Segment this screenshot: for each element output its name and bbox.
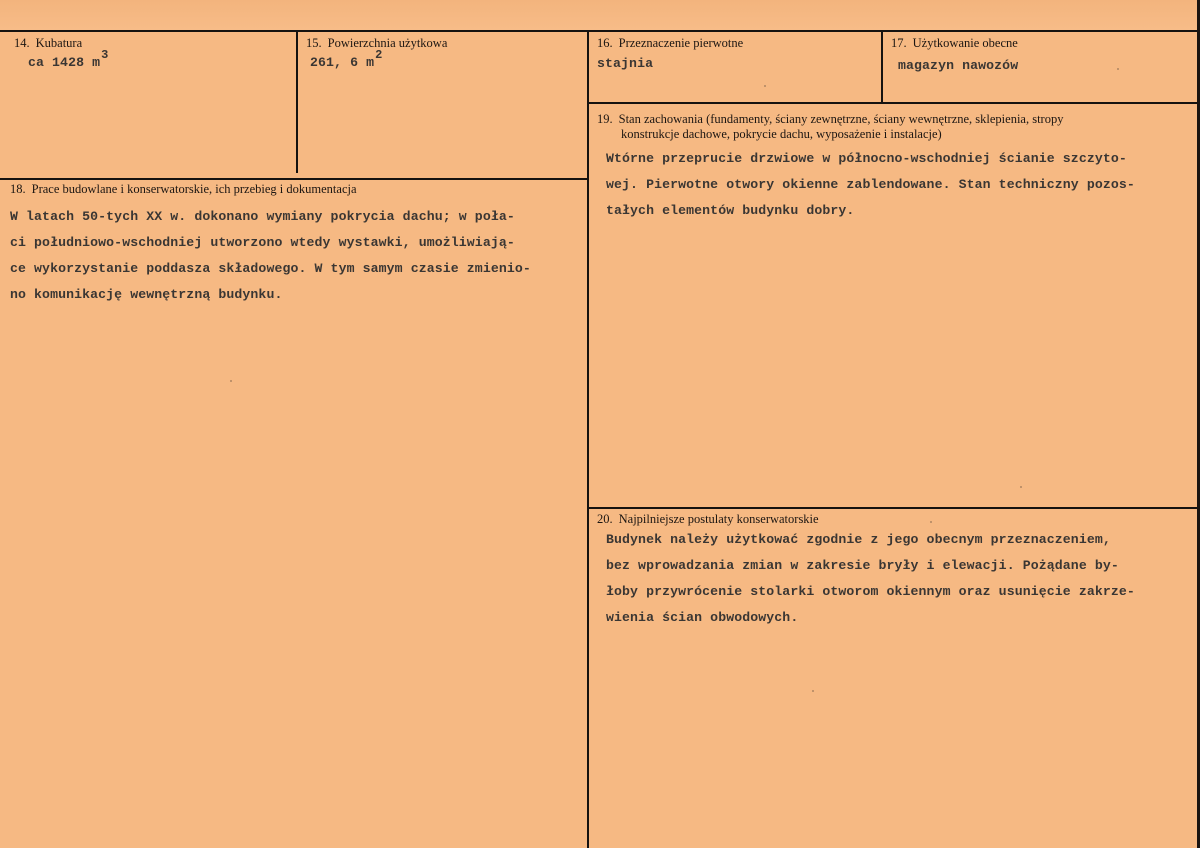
card-top-edge [0,0,1200,30]
rule-below-19 [588,507,1197,509]
rule-top [0,30,1197,32]
field-20-line: wienia ścian obwodowych. [606,610,799,625]
field-20-line: Budynek należy użytkować zgodnie z jego obecnym przeznaczeniem, [606,532,1111,547]
field-18-label: 18. Prace budowlane i konserwatorskie, ich przebieg i dokumentacja [10,182,357,196]
field-19-line: tałych elementów budynku dobry. [606,203,855,218]
field-16-label: 16. Przeznaczenie pierwotne [597,36,744,50]
rule-below-16-17 [588,102,1197,104]
field-19-label: 19. Stan zachowania (fundamenty, ściany zewnętrzne, ściany wewnętrzne, sklepienia, stropy [597,112,1064,126]
paper-speck [930,521,932,523]
paper-speck [1020,486,1022,488]
field-20-text [606,527,1135,631]
paper-speck [1117,68,1119,70]
paper-speck [230,380,232,382]
field-18-line: ce wykorzystanie poddasza składowego. W tym samym czasie zmienio- [10,261,531,276]
field-19-line: wej. Pierwotne otwory okienne zablendowane. Stan techniczny pozos- [606,177,1135,192]
field-19-label-cont: konstrukcje dachowe, pokrycie dachu, wyposażenie i instalacje) [621,127,942,141]
field-18-text [10,204,531,308]
paper-speck [812,690,814,692]
field-19-text [606,146,1135,224]
field-19-line: Wtórne przeprucie drzwiowe w północno-wschodniej ścianie szczyto- [606,151,1127,166]
field-20-line: łoby przywrócenie stolarki otworom okiennym oraz usunięcie zakrze- [606,584,1135,599]
field-15-value: 261, 6 m2 [310,48,383,70]
field-14-value: ca 1428 m3 [28,48,109,70]
field-17-value: magazyn nawozów [898,58,1019,73]
field-20-line: bez wprowadzania zmian w zakresie bryły i elewacji. Pożądane by- [606,558,1119,573]
rule-divider-center [587,30,589,848]
field-18-line: ci południowo-wschodniej utworzono wtedy wystawki, umożliwiają- [10,235,515,250]
field-15-label: 15. Powierzchnia użytkowa [306,36,448,50]
rule-divider-14-15 [296,30,298,173]
field-17-label: 17. Użytkowanie obecne [891,36,1018,50]
rule-divider-16-17 [881,30,883,102]
field-14-label: 14. Kubatura [14,36,83,50]
field-18-line: no komunikację wewnętrzną budynku. [10,287,283,302]
rule-below-14-15 [0,178,589,180]
paper-speck [764,85,766,87]
field-20-label: 20. Najpilniejsze postulaty konserwatorskie [597,512,819,526]
field-16-value: stajnia [597,56,654,71]
field-18-line: W latach 50-tych XX w. dokonano wymiany pokrycia dachu; w poła- [10,209,515,224]
